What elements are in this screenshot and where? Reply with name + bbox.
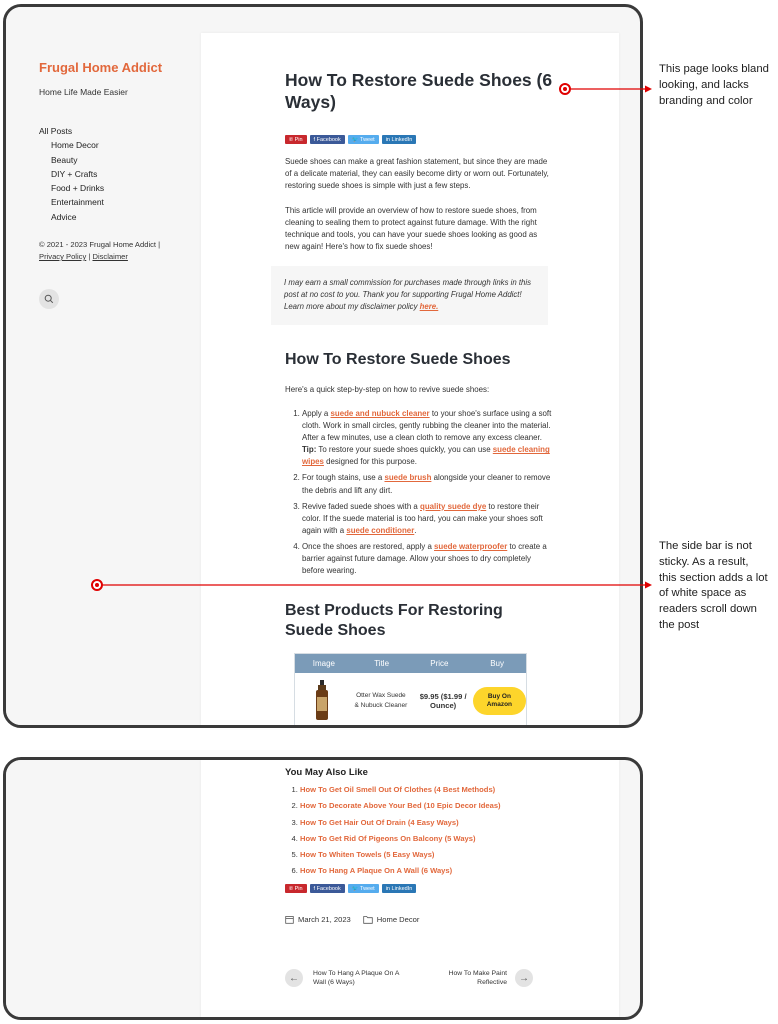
suede-conditioner-link[interactable]: suede conditioner	[346, 525, 415, 535]
share-facebook-button[interactable]: f Facebook	[310, 135, 345, 144]
intro-paragraph-1: Suede shoes can make a great fashion statement, but since they are made of a delicate material, they can easily become dirty or worn out. Fortunately, restoring suede shoes is simple with just a few steps.	[285, 157, 549, 191]
steps-intro: Here's a quick step-by-step on how to revive suede shoes:	[285, 385, 490, 394]
disclaimer-text: I may earn a small commission for purchases made through links in this post at no cost to you. Thank you for supporting Frugal Home Addict! Learn more about my disclaimer policy	[284, 278, 532, 312]
share-facebook-button[interactable]: f Facebook	[310, 884, 345, 893]
suede-nubuck-cleaner-link[interactable]: suede and nubuck cleaner	[330, 409, 430, 418]
intro-paragraph-2: This article will provide an overview of how to restore suede shoes, from cleaning to sealing them to protect against future damage. With the right technique and tools, you can have your suede shoes looking as good as new again! Here's how to fix suede shoes!	[285, 206, 538, 252]
post-date: March 21, 2023	[298, 915, 351, 924]
annotation-marker-2	[91, 579, 103, 591]
article-title: How To Restore Suede Shoes (6 Ways)	[285, 70, 553, 112]
share-pin-button[interactable]: ℗ Pin	[285, 135, 307, 144]
nav-item-diy-crafts[interactable]: DIY + Crafts	[51, 168, 98, 179]
related-post-link[interactable]: How To Whiten Towels (5 Easy Ways)	[300, 850, 435, 860]
share-linkedin-button[interactable]: in LinkedIn	[382, 135, 417, 144]
copyright-text: © 2021 - 2023 Frugal Home Addict |	[39, 240, 161, 249]
nav-item-food-drinks[interactable]: Food + Drinks	[51, 183, 105, 194]
restore-heading: How To Restore Suede Shoes	[285, 351, 511, 368]
suede-brush-link[interactable]: suede brush	[384, 473, 432, 483]
you-may-also-like-heading: You May Also Like	[285, 767, 368, 778]
col-header-price: Price	[430, 659, 449, 668]
related-post-link[interactable]: How To Get Oil Smell Out Of Clothes (4 Best Methods)	[300, 785, 496, 794]
arrow-left-icon: ←	[289, 972, 299, 984]
nav-item-all-posts[interactable]: All Posts	[39, 126, 73, 136]
step-item: 1. Apply a suede and nubuck cleaner to your shoe's surface using a soft cloth. Work in small circles, gently rubbing the cleaner into the material. After a few minutes, use a clean cloth to remove any excess cleaner. Tip: To restore your suede shoes quickly, you can use suede cleaning wipes designed for this purpose.	[302, 408, 553, 468]
suede-waterproofer-link[interactable]: suede waterproofer	[434, 541, 508, 551]
disclaimer-link[interactable]: Disclaimer	[92, 252, 128, 261]
nav-item-beauty[interactable]: Beauty	[51, 154, 78, 165]
step-item: 3. Revive faded suede shoes with a quality suede dye to restore their color. If the suede material is too hard, you can make your shoes soft again with a suede conditioner.	[302, 501, 553, 537]
buy-on-amazon-button[interactable]: Buy On Amazon	[473, 687, 526, 715]
nav-item-entertainment[interactable]: Entertainment	[51, 197, 104, 208]
arrowhead-2-icon	[645, 582, 652, 589]
related-post-link[interactable]: How To Decorate Above Your Bed (10 Epic Decor Ideas)	[300, 801, 501, 811]
post-category-link[interactable]: Home Decor	[376, 915, 420, 924]
annotation-marker-1	[559, 83, 571, 95]
related-post-link[interactable]: How To Hang A Plaque On A Wall (6 Ways)	[300, 866, 453, 876]
col-header-title: Title	[374, 659, 390, 668]
step-item: 2. For tough stains, use a suede brush alongside your cleaner to remove the debris and lift any dirt.	[302, 472, 553, 496]
col-header-buy: Buy	[490, 659, 505, 668]
annotation-note-1: This page looks bland looking, and lacks branding and color	[659, 63, 769, 107]
disclaimer-here-link[interactable]: here.	[419, 302, 439, 312]
privacy-policy-link[interactable]: Privacy Policy	[39, 252, 87, 261]
prev-post-link[interactable]: How To Hang A Plaque On A Wall (6 Ways)	[313, 970, 400, 986]
col-header-image: Image	[312, 659, 335, 668]
link-separator: |	[86, 252, 93, 261]
next-post-link[interactable]: How To Make Paint Reflective	[448, 970, 507, 986]
share-tweet-button[interactable]: 🐦 Tweet	[348, 884, 379, 893]
annotation-note-2: The side bar is not sticky. As a result, this section adds a lot of white space as readers scroll down the post	[659, 540, 768, 631]
product-price: $9.95 ($1.99 / Ounce)	[419, 691, 467, 710]
arrowhead-1-icon	[645, 86, 652, 93]
site-tagline: Home Life Made Easier	[39, 87, 128, 97]
nav-item-home-decor[interactable]: Home Decor	[51, 140, 99, 151]
arrow-right-icon: →	[519, 972, 529, 984]
site-brand[interactable]: Frugal Home Addict	[39, 60, 163, 75]
products-heading: Best Products For Restoring Suede Shoes	[285, 602, 503, 639]
suede-dye-link[interactable]: quality suede dye	[420, 501, 487, 511]
related-post-link[interactable]: How To Get Hair Out Of Drain (4 Easy Ways)	[300, 817, 459, 827]
suede-cleaning-wipes-link[interactable]: suede cleaning wipes	[302, 445, 550, 467]
share-tweet-button[interactable]: 🐦 Tweet	[348, 135, 379, 144]
step-item: 4. Once the shoes are restored, apply a suede waterproofer to create a barrier against future damage. Allow your shoes to dry completely before wearing.	[302, 541, 553, 577]
nav-item-advice[interactable]: Advice	[51, 211, 77, 222]
share-linkedin-button[interactable]: in LinkedIn	[382, 884, 417, 893]
product-title[interactable]: Otter Wax Suede & Nubuck Cleaner	[354, 692, 408, 709]
share-pin-button[interactable]: ℗ Pin	[285, 884, 307, 893]
related-post-link[interactable]: How To Get Rid Of Pigeons On Balcony (5 Ways)	[300, 833, 476, 843]
